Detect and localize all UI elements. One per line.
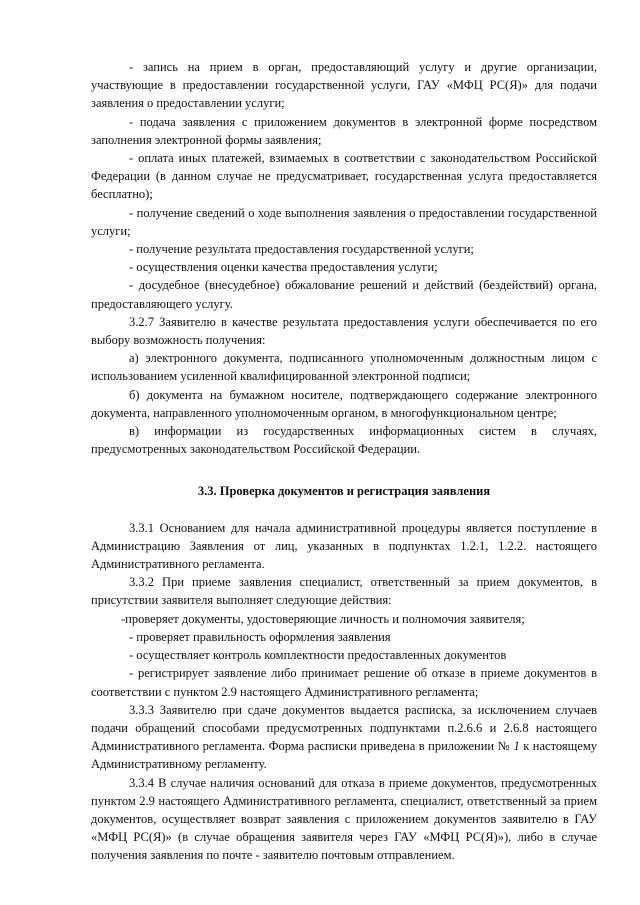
paragraph-3-3-1: 3.3.1 Основанием для начала административной процедуры является поступление в Администрацию Заявления от лиц, указанных в подпунктах 1.2.1, 1.2.2. настоящего Административного регламента. <box>91 520 597 572</box>
appendix-number: 1 <box>513 739 520 754</box>
paragraph-register: - регистрирует заявление либо принимает решение об отказе в приеме документов в соответствии с пунктом 2.9 настоящего Административного регламента; <box>91 666 597 699</box>
paragraph-3-3-3-tail: к настоящему Административному регламенту. <box>91 739 597 772</box>
paragraph-option-v: в) информации из государственных информационных систем в случаях, предусмотренных законодательством Российской Федерации. <box>91 424 597 457</box>
paragraph-check-form: - проверяет правильность оформления заявления <box>129 629 391 644</box>
paragraph-payments: - оплата иных платежей, взимаемых в соответствии с законодательством Российской Федерации (в данном случае не предусматривает, государственная услуга предоставляется бесплатно); <box>91 151 597 202</box>
paragraph-receive-result: - получение результата предоставления государственной услуги; <box>129 242 474 257</box>
paragraph-quality-assessment: - осуществления оценки качества предоставления услуги; <box>129 260 438 275</box>
paragraph-3-3-4: 3.3.4 В случае наличия оснований для отказа в приеме документов, предусмотренных пунктом 2.9 настоящего Административного регламента, специалист, ответственный за прием документов, осуществляет возврат заявления с приложением документов заявителю в ГАУ «МФЦ РС(Я)» (в случае обращения заявителя через ГАУ «МФЦ РС(Я)»), либо в случае получения заявления по почте - заявителю почтовым отправлением. <box>91 775 597 863</box>
paragraph-status-info: - получение сведений о ходе выполнения заявления о предоставлении государственной услуги; <box>91 205 597 238</box>
paragraph-check-identity: -проверяет документы, удостоверяющие личность и полномочия заявителя; <box>121 611 525 626</box>
paragraph-3-3-2: 3.3.2 При приеме заявления специалист, ответственный за прием документов, в присутствии заявителя выполняет следующие действия: <box>91 575 597 608</box>
paragraph-appeal: - досудебное (внесудебное) обжалование решений и действий (бездействий) органа, предоставляющего услугу. <box>91 278 597 311</box>
paragraph-check-completeness: - осуществляет контроль комплектности предоставленных документов <box>129 648 507 663</box>
paragraph-option-b: б) документа на бумажном носителе, подтверждающего содержание электронного документа, направленного уполномоченным органом, в многофункциональном центре; <box>91 387 597 420</box>
paragraph-3-3-3-main: 3.3.3 Заявителю при сдаче документов выдается расписка, за исключением случаев подачи обращений способами предусмотренных подпунктами п.2.6.6 и 2.6.8 настоящего Административного регламента. Форма расписки приведена в приложении № <box>91 702 597 754</box>
paragraph-3-2-7: 3.2.7 Заявителю в качестве результата предоставления услуги обеспечивается по его выбору возможность получения: <box>91 314 597 348</box>
paragraph-option-a: а) электронного документа, подписанного уполномоченным должностным лицом с использованием усиленной квалифицированной электронной подписи; <box>91 351 597 384</box>
paragraph-submit-application: - подача заявления с приложением документов в электронной форме посредством заполнения электронной формы заявления; <box>91 114 597 147</box>
section-title: 3.3. Проверка документов и регистрация заявления <box>197 484 491 499</box>
paragraph-appointment: - запись на прием в орган, предоставляющий услугу и другие организации, участвующие в предоставлении государственной услуги, ГАУ «МФЦ РС(Я)» для подачи заявления о предоставлении услуги; <box>91 60 597 111</box>
paragraph-3-3-3 <box>91 701 597 774</box>
